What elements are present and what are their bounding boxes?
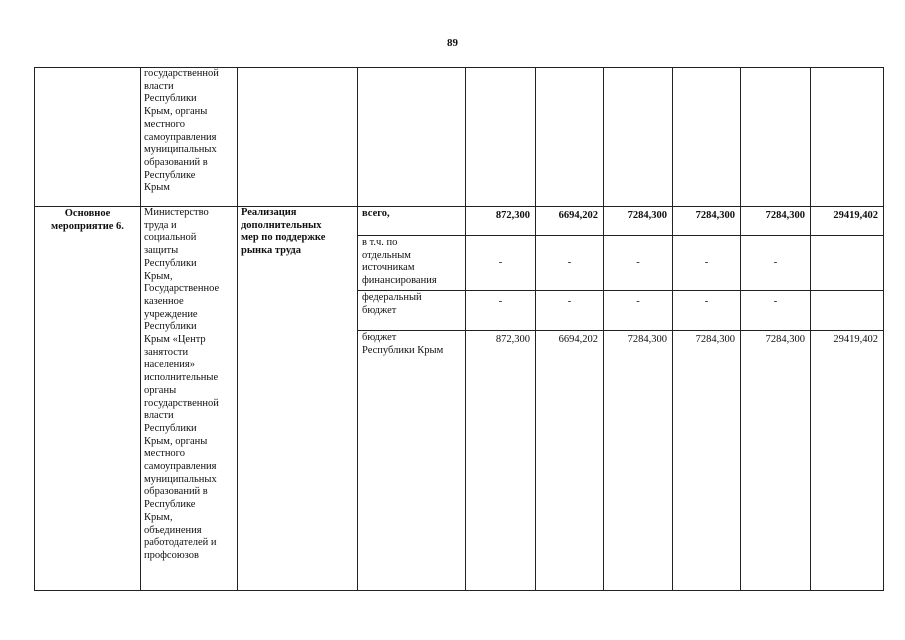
value-cell (811, 291, 884, 331)
title-cell-empty (238, 68, 358, 207)
value-cell: 6694,202 (536, 207, 604, 236)
value-cell: 7284,300 (741, 331, 811, 591)
value-cell: 29419,402 (811, 207, 884, 236)
value-cell: - (673, 291, 741, 331)
value-cell: 7284,300 (741, 207, 811, 236)
source-label: всего, (358, 207, 466, 236)
row-total (35, 207, 884, 236)
value-cell: - (673, 236, 741, 291)
value-cell-empty (811, 68, 884, 207)
value-cell: - (741, 291, 811, 331)
responsible-cell-continued: государственной власти Республики Крым, органы местного самоуправления муниципальных образований в Республике Крым (141, 68, 238, 207)
source-label: федеральный бюджет (358, 291, 466, 331)
value-cell: 872,300 (466, 207, 536, 236)
value-cell: - (536, 236, 604, 291)
responsible-cell: Министерство труда и социальной защиты Республики Крым, Государственное казенное учреждение Республики Крым «Центр занятости населения» исполнительные органы государственной власти Республики Крым, органы местного самоуправления муниципальных образований в Республике Крым, объединения работодателей и профсоюзов (141, 207, 238, 591)
value-cell: - (466, 291, 536, 331)
value-cell: - (604, 236, 673, 291)
value-cell: 872,300 (466, 331, 536, 591)
value-cell: - (604, 291, 673, 331)
continued-row (35, 68, 884, 207)
value-cell-empty (741, 68, 811, 207)
value-cell: 29419,402 (811, 331, 884, 591)
value-cell-empty (673, 68, 741, 207)
value-cell: - (536, 291, 604, 331)
value-cell: - (466, 236, 536, 291)
value-cell-empty (466, 68, 536, 207)
source-label: бюджет Республики Крым (358, 331, 466, 591)
value-cell: 6694,202 (536, 331, 604, 591)
value-cell: 7284,300 (673, 207, 741, 236)
value-cell: 7284,300 (673, 331, 741, 591)
value-cell-empty (536, 68, 604, 207)
value-cell-empty (604, 68, 673, 207)
value-cell (811, 236, 884, 291)
financing-table (34, 67, 884, 591)
measure-title: Реализация дополнительных мер по поддержке рынка труда (238, 207, 358, 591)
source-label: в т.ч. по отдельным источникам финансирования (358, 236, 466, 291)
item-label: Основное мероприятие 6. (35, 207, 141, 591)
value-cell: 7284,300 (604, 331, 673, 591)
source-cell-empty (358, 68, 466, 207)
page-number: 89 (447, 37, 458, 49)
value-cell: - (741, 236, 811, 291)
item-cell-empty (35, 68, 141, 207)
value-cell: 7284,300 (604, 207, 673, 236)
